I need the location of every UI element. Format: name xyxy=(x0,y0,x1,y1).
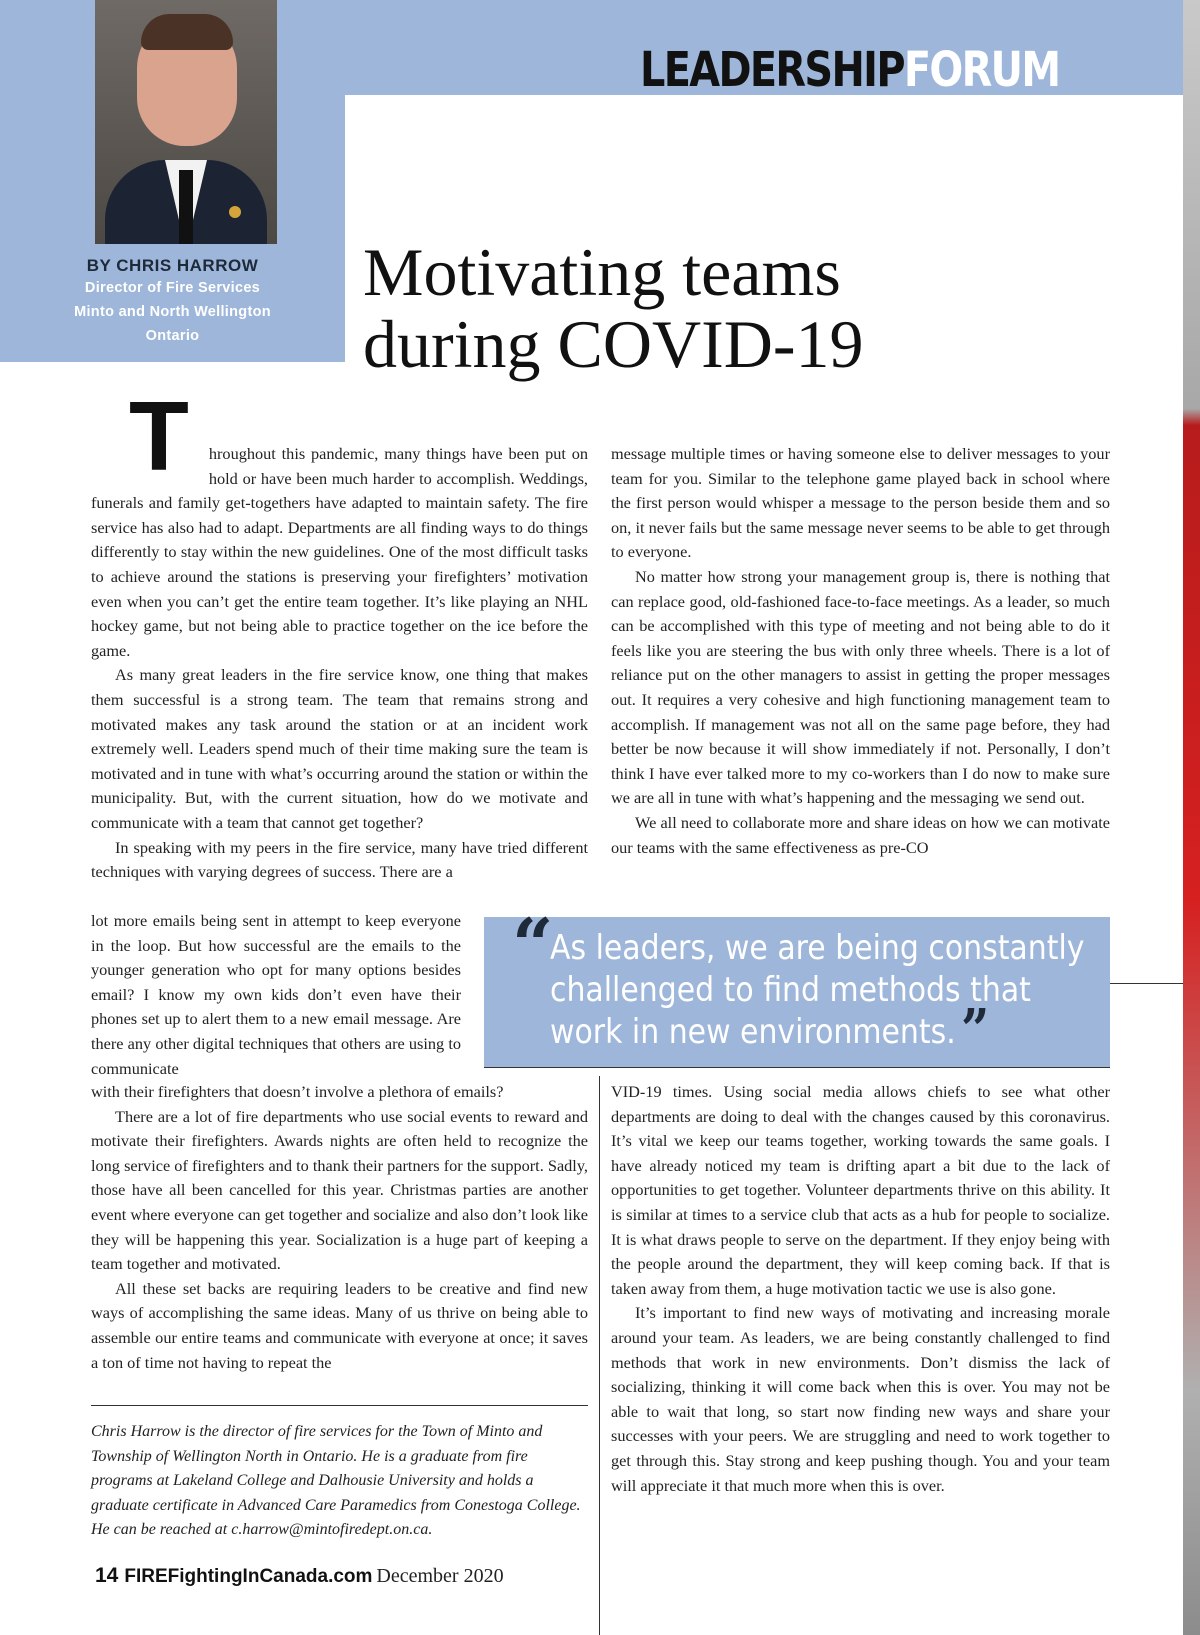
author-org: Minto and North Wellington xyxy=(74,304,271,320)
page-edge-strip xyxy=(1183,0,1200,1635)
paragraph: As many great leaders in the fire service know, one thing that makes them successful is a strong team. The team that remains strong and motivated makes any task around the station or at an incident work extremely well. Leaders spend much of their time making sure the team is motivated and in tune with what’s occurring around the station or within the municipality. But, with the current situation, how do we motivate and communicate with a team that cannot get together? xyxy=(91,665,588,832)
paragraph: In speaking with my peers in the fire service, many have tried different techniques with varying degrees of success. There are a xyxy=(91,837,588,882)
page-number: 14 xyxy=(95,1564,119,1587)
author-role: Director of Fire Services xyxy=(84,280,261,296)
bio-divider xyxy=(91,1405,588,1406)
left-column-bottom xyxy=(91,1080,588,1375)
paragraph-text: hroughout this pandemic, many things have been put on hold or have been much harder to accomplish. Weddings, funerals and family get-togethers have adapted to maintain safety. The fire service has also had to adapt. Departments are all finding ways to do things differently to stay within the new guidelines. One of the most difficult tasks to achieve around the stations is preserving your firefighters’ motivation even when you can’t get the entire team together. It’s like playing an NHL hockey game, but not being able to practice together on the ice before the game. xyxy=(91,444,588,660)
magazine-site: FIREFightingInCanada.com xyxy=(124,1566,373,1587)
column-divider xyxy=(599,1076,600,1635)
pull-quote-rule xyxy=(1110,983,1183,984)
paragraph: with their firefighters that doesn’t involve a plethora of emails? xyxy=(91,1082,504,1101)
paragraph: lot more emails being sent in attempt to keep everyone in the loop. But how successful are the emails to the younger generation who opt for many options besides email? I know my own kids don’t even have their phones set up to alert them to a new email message. Are there any other digital techniques that others are using to communicate xyxy=(91,911,461,1078)
right-column-top xyxy=(611,442,1110,860)
title-line-1: Motivating teams xyxy=(363,234,841,310)
pull-quote xyxy=(484,902,1110,1067)
author-byline xyxy=(0,256,345,348)
pull-quote-text: As leaders, we are being constantly challenged to find methods that work in new environments. xyxy=(550,928,1085,1052)
section-heading xyxy=(640,42,1059,98)
right-column-bottom xyxy=(611,1080,1110,1498)
author-name: BY CHRIS HARROW xyxy=(86,256,259,275)
close-quote-mark: ” xyxy=(960,997,990,1063)
title-line-2: during COVID-19 xyxy=(363,306,864,382)
page-footer xyxy=(95,1564,504,1588)
paragraph: message multiple times or having someone else to deliver messages to your team for you. Similar to the telephone game played back in school where the first person would whisper a message to the person beside them and so on, it never fails but the same message never seems to be able to get through to everyone. xyxy=(611,444,1110,562)
drop-cap: T xyxy=(129,381,189,491)
open-quote-mark: “ xyxy=(512,902,554,987)
author-bio: Chris Harrow is the director of fire services for the Town of Minto and Township of Wellington North in Ontario. He is a graduate from fire programs at Lakeland College and Dalhousie University and holds a graduate certificate in Advanced Care Paramedics from Conestoga College. He can be reached at c.harrow@mintofiredept.on.ca. xyxy=(91,1423,581,1539)
left-column-wrap xyxy=(91,909,461,1081)
paragraph: VID-19 times. Using social media allows chiefs to see what other departments are doing to deal with the changes caused by this coronavirus. It’s vital we keep our teams together, working towards the same goals. I have already noticed my team is drifting apart a bit due to the lack of opportunities to get together. Volunteer departments thrive on this ability. It is similar at times to a service club that acts as a hub for people to socialize. It is what draws people to serve on the department. If they enjoy being with the people around the department, they will keep coming back. If that is taken away from them, a huge motivation tactic we use is also gone. xyxy=(611,1082,1110,1298)
section-heading-dark: LEADERSHIP xyxy=(640,42,904,98)
left-column-top xyxy=(91,381,588,885)
paragraph: There are a lot of fire departments who use social events to reward and motivate their firefighters. Awards nights are often held to recognize the long service of firefighters and to thank their partners for the support. Sadly, those have all been cancelled for this year. Christmas parties are another event where everyone can get together and socialize and also don’t look like they will be happening this year. Socialization is a huge part of keeping a team together and motivated. xyxy=(91,1106,588,1274)
section-heading-light: FORUM xyxy=(903,42,1060,98)
pull-quote-bottom-rule xyxy=(484,1067,1110,1068)
paragraph: All these set backs are requiring leaders to be creative and find new ways of accomplishing the same ideas. Many of us thrive on being able to assemble our entire teams and communicate with everyone at once; it saves a ton of time not having to repeat the xyxy=(91,1278,588,1372)
article-title xyxy=(363,236,864,380)
paragraph: We all need to collaborate more and share ideas on how we can motivate our teams with the same effectiveness as pre-CO xyxy=(611,812,1110,857)
paragraph: No matter how strong your management group is, there is nothing that can replace good, old-fashioned face-to-face meetings. As a leader, so much can be accomplished with this type of meeting and not being able to do it feels like you are steering the bus with only three wheels. There is a lot of reliance put on the other managers to assist in getting the proper messages out. It requires a very cohesive and high functioning management team to accomplish. If management was not all on the same page before, they had better be now because it will show immediately if not. Personally, I don’t think I have ever talked more to my co-workers than I do now to make sure we are all in tune with what’s happening and the messaging we send out. xyxy=(611,566,1110,808)
author-region: Ontario xyxy=(145,328,200,344)
author-photo xyxy=(95,0,277,244)
paragraph: It’s important to find new ways of motivating and increasing morale around your team. As leaders, we are being constantly challenged to find methods that work in new environments. Don’t dismiss the lack of socializing, thinking it will come back when this is over. You may not be able to wait that long, so start now finding new ways and share your successes with your peers. We are struggling and need to work together to get through this. Stay strong and keep pushing though. You and your team will appreciate it that much more when this is over. xyxy=(611,1303,1110,1495)
pull-quote-text-block xyxy=(550,927,1096,1063)
paragraph xyxy=(91,381,588,663)
issue-date: December 2020 xyxy=(376,1565,504,1587)
